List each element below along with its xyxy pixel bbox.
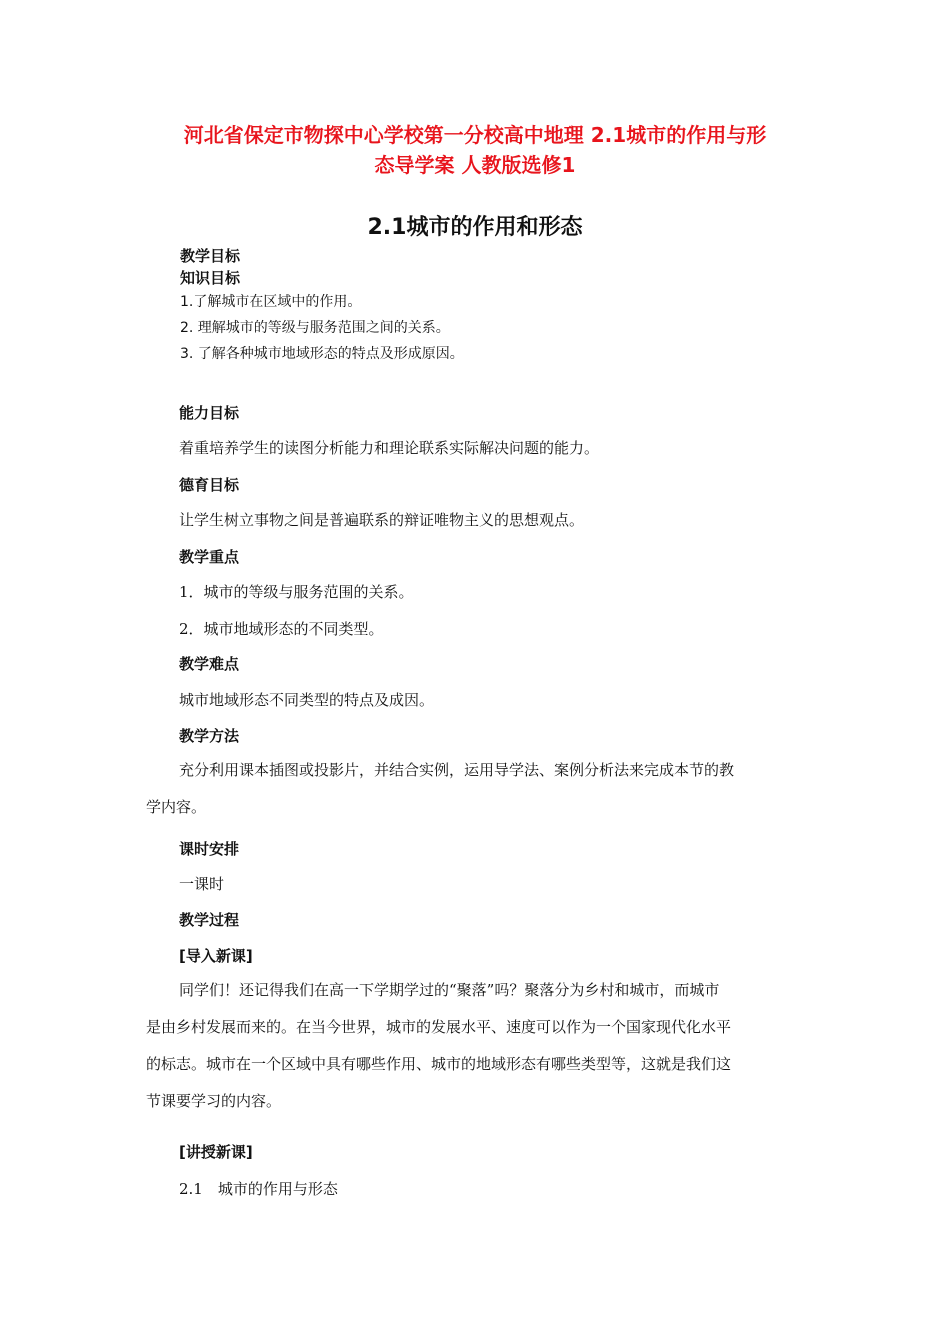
objectives-image-block	[180, 245, 540, 367]
intro-heading: [导入新课]	[179, 947, 253, 965]
method-line: 学内容。	[146, 798, 207, 816]
knowledge-item: 3. 了解各种城市地域形态的特点及形成原因。	[180, 346, 464, 362]
process-heading: 教学过程	[179, 911, 240, 929]
schedule-text: 一课时	[179, 875, 225, 893]
lesson-title: 2.1城市的作用和形态	[367, 215, 583, 240]
document-title-line1: 河北省保定市物探中心学校第一分校高中地理 2.1城市的作用与形	[183, 123, 767, 147]
moral-heading: 德育目标	[179, 476, 240, 494]
key-point-item: 1．城市的等级与服务范围的关系。	[179, 583, 414, 601]
intro-line: 是由乡村发展而来的。在当今世界，城市的发展水平、速度可以作为一个国家现代化水平	[146, 1018, 732, 1036]
intro-line: 的标志。城市在一个区域中具有哪些作用、城市的地域形态有哪些类型等，这就是我们这	[146, 1055, 732, 1073]
knowledge-item: 1.了解城市在区域中的作用。	[180, 294, 362, 310]
difficulty-heading: 教学难点	[179, 655, 240, 673]
schedule-heading: 课时安排	[179, 840, 240, 858]
knowledge-item: 2. 理解城市的等级与服务范围之间的关系。	[180, 320, 450, 336]
difficulty-text: 城市地域形态不同类型的特点及成因。	[179, 691, 435, 709]
ability-heading: 能力目标	[179, 404, 240, 422]
intro-line: 节课要学习的内容。	[146, 1092, 282, 1110]
key-points-heading: 教学重点	[179, 548, 240, 566]
document-title-line2: 态导学案 人教版选修1	[374, 153, 576, 177]
lecture-heading: [讲授新课]	[179, 1143, 253, 1161]
method-line: 充分利用课本插图或投影片，并结合实例，运用导学法、案例分析法来完成本节的教	[179, 761, 735, 779]
intro-line: 同学们！还记得我们在高一下学期学过的“聚落”吗？聚落分为乡村和城市，而城市	[179, 981, 720, 999]
teaching-objectives-heading: 教学目标	[180, 247, 241, 265]
intro-paragraph	[146, 972, 816, 1120]
lecture-item: 2.1 城市的作用与形态	[179, 1180, 338, 1198]
key-point-item: 2．城市地域形态的不同类型。	[179, 620, 384, 638]
document-title	[120, 120, 830, 180]
method-heading: 教学方法	[179, 727, 240, 745]
knowledge-objectives-heading: 知识目标	[180, 269, 241, 287]
moral-text: 让学生树立事物之间是普遍联系的辩证唯物主义的思想观点。	[179, 511, 585, 529]
ability-text: 着重培养学生的读图分析能力和理论联系实际解决问题的能力。	[179, 439, 600, 457]
method-paragraph	[146, 752, 816, 826]
